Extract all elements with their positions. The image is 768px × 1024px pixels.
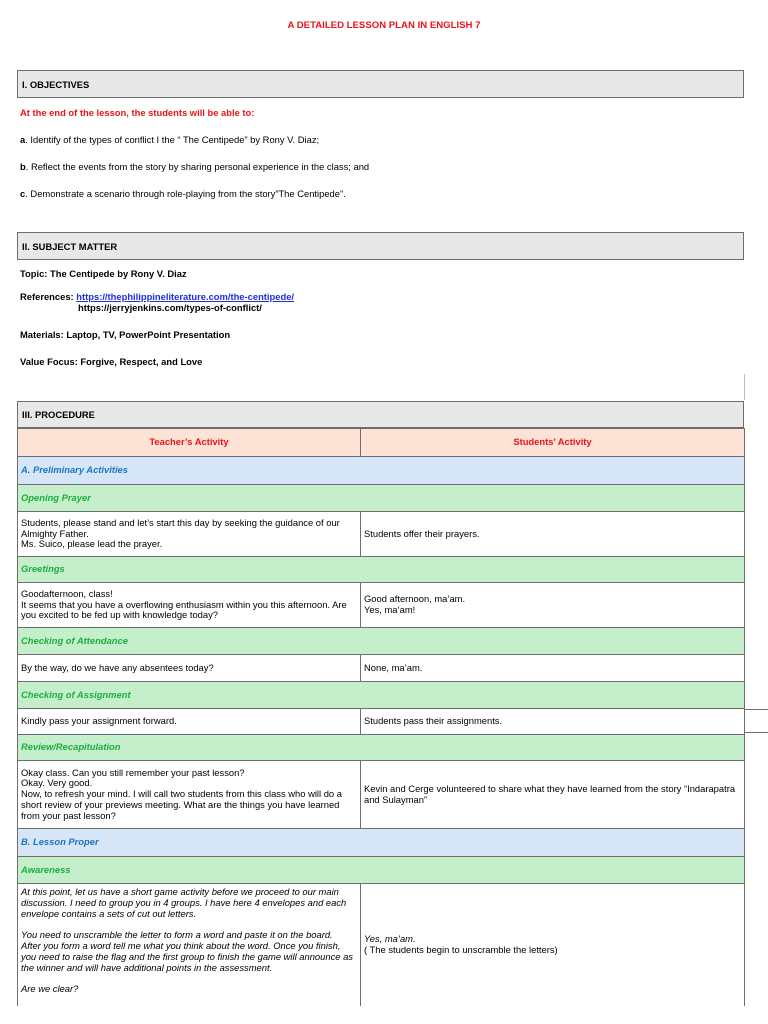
prayer-teacher-line: Ms. Suico, please lead the prayer. <box>21 538 163 550</box>
value-focus-line: Value Focus: Forgive, Respect, and Love <box>20 356 203 367</box>
prayer-teacher-line: Students, please stand and let’s start this day by seeking the guidance of our <box>21 516 340 528</box>
objectives-heading <box>17 70 744 98</box>
aware-teacher-line: Are we clear? <box>21 983 79 995</box>
review-students-line: Kevin and Cerge volunteered to share what they have learned from the story “Indarapatra <box>364 782 736 794</box>
margin-line <box>744 709 768 710</box>
review-teacher-line: Okay. Very good. <box>21 777 93 789</box>
aware-teacher-line: envelope contains a sets of cut out letters. <box>21 907 197 919</box>
review-teacher-line: from your past lesson? <box>21 809 116 821</box>
objective-c-text: . Demonstrate a scenario through role-playing from the story”The Centipede”. <box>25 188 346 199</box>
references-line <box>20 291 294 302</box>
materials-line: Materials: Laptop, TV, PowerPoint Presentation <box>20 329 231 340</box>
table-row <box>18 583 745 628</box>
table-row <box>18 512 745 557</box>
objective-b-letter: b <box>20 161 26 172</box>
objectives-heading-text: I. OBJECTIVES <box>22 78 90 90</box>
table-row <box>18 761 745 829</box>
objective-a <box>20 134 319 145</box>
review-row <box>18 735 745 761</box>
prayer-students-cell: Students offer their prayers. <box>361 512 745 557</box>
preliminary-row <box>18 457 745 485</box>
lesson-proper-label: B. Lesson Proper <box>18 829 745 857</box>
objective-b <box>20 161 369 172</box>
margin-line <box>744 732 768 733</box>
attendance-label: Checking of Attendance <box>18 628 745 655</box>
topic-line: Topic: The Centipede by Rony V. Diaz <box>20 268 187 279</box>
greetings-label: Greetings <box>18 557 745 583</box>
greet-students-cell <box>361 583 745 628</box>
objective-a-text: . Identify of the types of conflict I the “ The Centipede” by Rony V. Diaz; <box>25 134 320 145</box>
opening-prayer-row <box>18 485 745 512</box>
greet-teacher-line: you excited to be fed up with knowledge today? <box>21 609 219 621</box>
greetings-row <box>18 557 745 583</box>
procedure-heading-text: III. PROCEDURE <box>22 409 95 420</box>
objective-b-text: . Reflect the events from the story by sharing personal experience in the class; and <box>25 161 370 172</box>
opening-prayer-label: Opening Prayer <box>18 485 745 512</box>
aware-teacher-line: After you form a word tell me what you think about the word. Once you finish, <box>21 939 341 951</box>
greet-teacher-cell <box>18 583 361 628</box>
table-header-row <box>18 429 745 457</box>
attendance-row <box>18 628 745 655</box>
aware-teacher-line: You need to unscramble the letter to form a word and paste it on the board. <box>21 929 333 941</box>
review-teacher-line: Now, to refresh your mind. I will call two students from this class who will do a <box>21 788 342 800</box>
assignment-label: Checking of Assignment <box>18 682 745 709</box>
objective-c <box>20 188 346 199</box>
assignment-row <box>18 682 745 709</box>
objective-a-letter: a <box>20 134 26 145</box>
review-label: Review/Recapitulation <box>18 735 745 761</box>
table-row <box>18 655 745 682</box>
assign-students-cell: Students pass their assignments. <box>361 709 745 735</box>
review-students-cell <box>361 761 745 829</box>
review-teacher-line: short review of your previews meeting. What are the things you have learned <box>21 798 340 810</box>
objective-c-letter: c <box>20 188 26 199</box>
aware-teacher-cell <box>18 884 361 1006</box>
greet-students-line: Yes, ma’am! <box>364 604 416 615</box>
subject-matter-heading <box>17 232 744 260</box>
attend-teacher-cell: By the way, do we have any absentees today? <box>18 655 361 682</box>
procedure-table <box>17 428 745 1006</box>
reference-secondary: https://jerryjenkins.com/types-of-conflict/ <box>78 302 262 313</box>
review-teacher-line: Okay class. Can you still remember your past lesson? <box>21 766 245 778</box>
aware-teacher-line: the winner and will have additional points in the assessment. <box>21 961 273 973</box>
attend-students-cell: None, ma’am. <box>361 655 745 682</box>
aware-students-line: Yes, ma’am. <box>364 932 416 944</box>
document-title: A DETAILED LESSON PLAN IN ENGLISH 7 <box>287 20 481 31</box>
table-row <box>18 709 745 735</box>
aware-students-line: ( The students begin to unscramble the letters) <box>364 943 558 955</box>
review-students-line: and Sulayman” <box>364 793 428 805</box>
greet-teacher-line: It seems that you have a overflowing enthusiasm within you this afternoon. Are <box>21 598 347 610</box>
subject-matter-heading-text: II. SUBJECT MATTER <box>22 240 118 252</box>
margin-rule <box>744 374 745 400</box>
review-teacher-cell <box>18 761 361 829</box>
lesson-proper-row <box>18 829 745 857</box>
prayer-teacher-line: Almighty Father. <box>21 527 89 539</box>
teacher-activity-header: Teacher’s Activity <box>18 429 361 457</box>
aware-teacher-line: you need to raise the flag and the first group to finish the game will announce as <box>21 950 353 962</box>
procedure-heading <box>17 401 744 428</box>
greet-students-line: Good afternoon, ma’am. <box>364 593 466 605</box>
awareness-label: Awareness <box>18 857 745 884</box>
table-row <box>18 884 745 1006</box>
aware-teacher-line: discussion. I need to group you in 4 groups. I have here 4 envelopes and each <box>21 896 347 908</box>
greet-teacher-line: Goodafternoon, class! <box>21 587 113 599</box>
preliminary-activities-label: A. Preliminary Activities <box>18 457 745 485</box>
aware-students-cell <box>361 884 745 1006</box>
assign-teacher-cell: Kindly pass your assignment forward. <box>18 709 361 735</box>
objectives-intro: At the end of the lesson, the students will be able to: <box>20 107 255 118</box>
reference-link[interactable]: https://thephilippineliterature.com/the-centipede/ <box>76 291 295 302</box>
students-activity-header: Students’ Activity <box>361 429 745 457</box>
references-label: References: <box>20 291 77 302</box>
awareness-row <box>18 857 745 884</box>
prayer-teacher-cell <box>18 512 361 557</box>
aware-teacher-line: At this point, let us have a short game activity before we proceed to our main <box>21 886 339 897</box>
